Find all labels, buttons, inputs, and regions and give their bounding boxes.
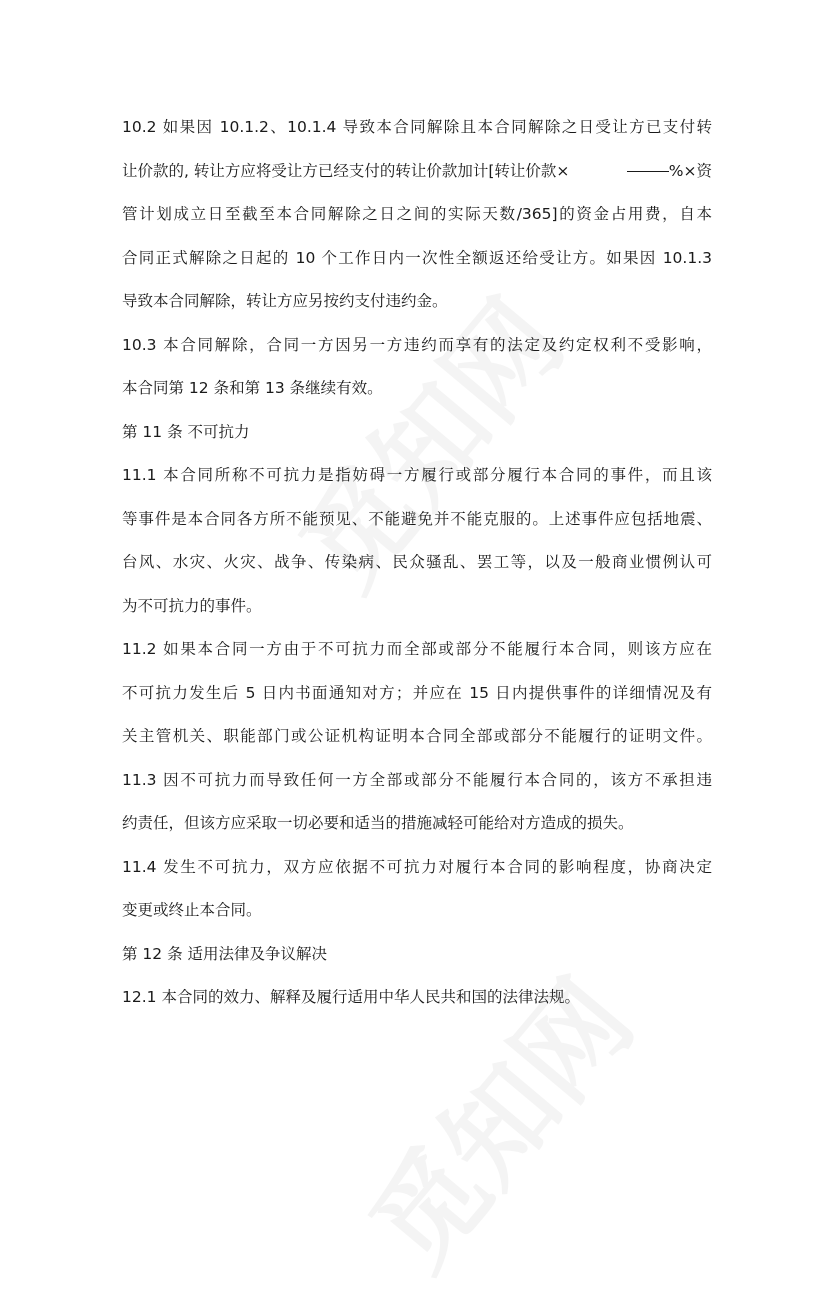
clause-10-2 <box>122 106 712 324</box>
text-line: 12.1 本合同的效力、解释及履行适用中华人民共和国的法律法规。 <box>122 988 580 1006</box>
text-segment: %×资 <box>668 161 712 180</box>
clause-11-2 <box>122 628 712 759</box>
text-line: 等事件是本合同各方所不能预见、不能避免并不能克服的。上述事件应包括地震、 <box>122 509 712 528</box>
text-line: 11.3 因不可抗力而导致任何一方全部或部分不能履行本合同的，该方不承担违 <box>122 770 712 789</box>
text-line: 为不可抗力的事件。 <box>122 596 262 615</box>
article-11-heading: 第 11 条 不可抗力 <box>122 422 250 441</box>
text-line <box>122 150 712 194</box>
text-line: 10.3 本合同解除，合同一方因另一方违约而享有的法定及约定权利不受影响， <box>122 335 712 354</box>
article-12-heading: 第 12 条 适用法律及争议解决 <box>122 944 328 963</box>
text-segment: 让价款的, 转让方应将受让方已经支付的转让价款加计[转让价款× <box>122 161 570 180</box>
clause-11-3 <box>122 759 712 846</box>
fill-in-blank <box>627 170 669 172</box>
text-line: 不可抗力发生后 5 日内书面通知对方；并应在 15 日内提供事件的详细情况及有 <box>122 683 712 702</box>
text-line: 约责任，但该方应采取一切必要和适当的措施减轻可能给对方造成的损失。 <box>122 814 634 832</box>
text-line: 本合同第 12 条和第 13 条继续有效。 <box>122 379 383 397</box>
clause-11-1 <box>122 454 712 628</box>
text-line: 11.1 本合同所称不可抗力是指妨碍一方履行或部分履行本合同的事件，而且该 <box>122 466 712 484</box>
document-body <box>122 106 712 1020</box>
text-line: 管计划成立日至截至本合同解除之日之间的实际天数/365]的资金占用费，自本 <box>122 205 712 223</box>
clause-11-4 <box>122 846 712 933</box>
text-line: 台风、水灾、火灾、战争、传染病、民众骚乱、罢工等，以及一般商业惯例认可 <box>122 553 712 571</box>
clause-10-3 <box>122 324 712 411</box>
text-line: 11.2 如果本合同一方由于不可抗力而全部或部分不能履行本合同，则该方应在 <box>122 640 712 658</box>
text-line: 合同正式解除之日起的 10 个工作日内一次性全额返还给受让方。如果因 10.1.3 <box>122 248 712 267</box>
text-line: 导致本合同解除，转让方应另按约支付违约金。 <box>122 292 448 310</box>
text-line: 关主管机关、职能部门或公证机构证明本合同全部或部分不能履行的证明文件。 <box>122 727 712 745</box>
text-segment-tail <box>627 150 712 194</box>
text-line: 11.4 发生不可抗力，双方应依据不可抗力对履行本合同的影响程度，协商决定 <box>122 857 712 876</box>
text-line: 变更或终止本合同。 <box>122 901 262 919</box>
clause-12-1 <box>122 976 712 1020</box>
text-line: 10.2 如果因 10.1.2、10.1.4 导致本合同解除且本合同解除之日受让方已支付转 <box>122 118 712 136</box>
